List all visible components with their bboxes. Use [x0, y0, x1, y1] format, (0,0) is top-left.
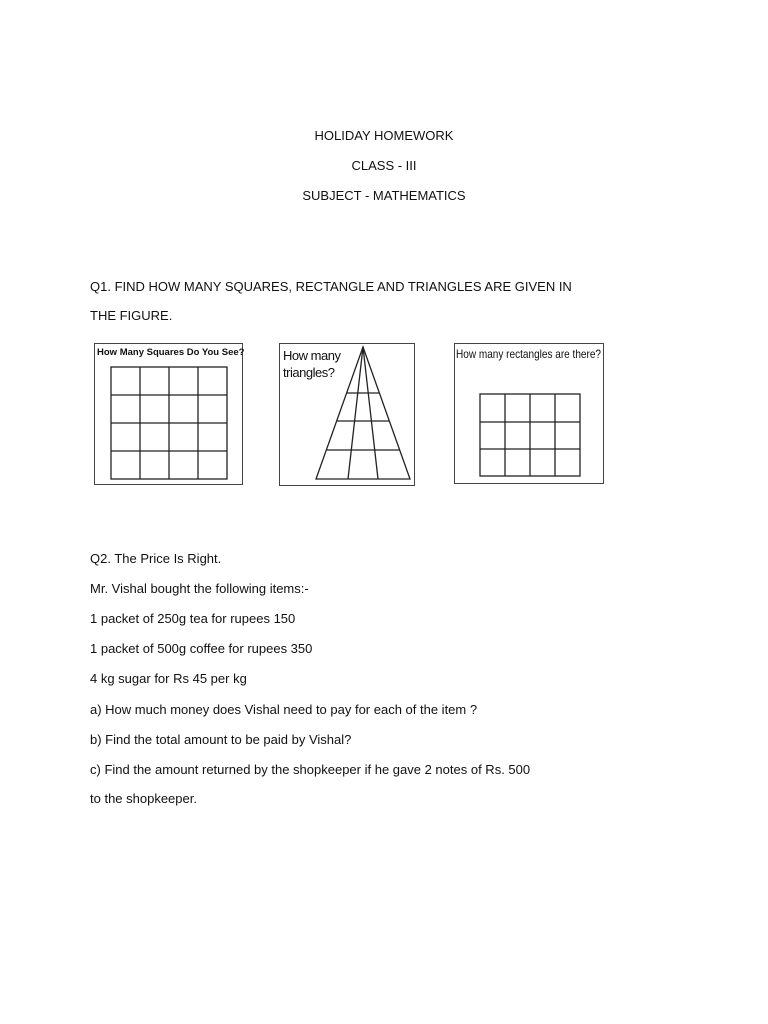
subject-label: SUBJECT - MATHEMATICS [302, 188, 466, 203]
page-title: HOLIDAY HOMEWORK [314, 128, 454, 143]
triangles-figure [279, 343, 415, 486]
squares-figure [94, 343, 243, 485]
q2-part-c-line-2: to the shopkeeper. [90, 791, 197, 806]
q2-part-b: b) Find the total amount to be paid by Vishal? [90, 732, 352, 747]
rectangles-caption: How many rectangles are there? [456, 347, 602, 361]
triangles-caption-line-2: triangles? [283, 365, 335, 380]
q1-text-line-1: Q1. FIND HOW MANY SQUARES, RECTANGLE AND TRIANGLES ARE GIVEN IN [90, 279, 572, 294]
q2-part-a: a) How much money does Vishal need to pay for each of the item ? [90, 702, 478, 717]
rectangles-figure [454, 343, 604, 484]
rectangles-figure-svg [454, 343, 604, 484]
q2-item-coffee: 1 packet of 500g coffee for rupees 350 [90, 641, 313, 656]
q2-intro: Mr. Vishal bought the following items:- [90, 581, 309, 596]
class-label: CLASS - III [351, 158, 417, 173]
triangles-caption-line-1: How many [283, 348, 341, 363]
q2-item-sugar: 4 kg sugar for Rs 45 per kg [90, 671, 247, 686]
q1-text-line-2: THE FIGURE. [90, 308, 173, 323]
squares-caption: How Many Squares Do You See? [97, 347, 245, 358]
q2-item-tea: 1 packet of 250g tea for rupees 150 [90, 611, 296, 626]
q2-title: Q2. The Price Is Right. [90, 551, 222, 566]
triangles-figure-svg [279, 343, 415, 486]
q2-part-c-line-1: c) Find the amount returned by the shopkeeper if he gave 2 notes of Rs. 500 [90, 762, 531, 777]
squares-figure-svg [94, 343, 243, 485]
